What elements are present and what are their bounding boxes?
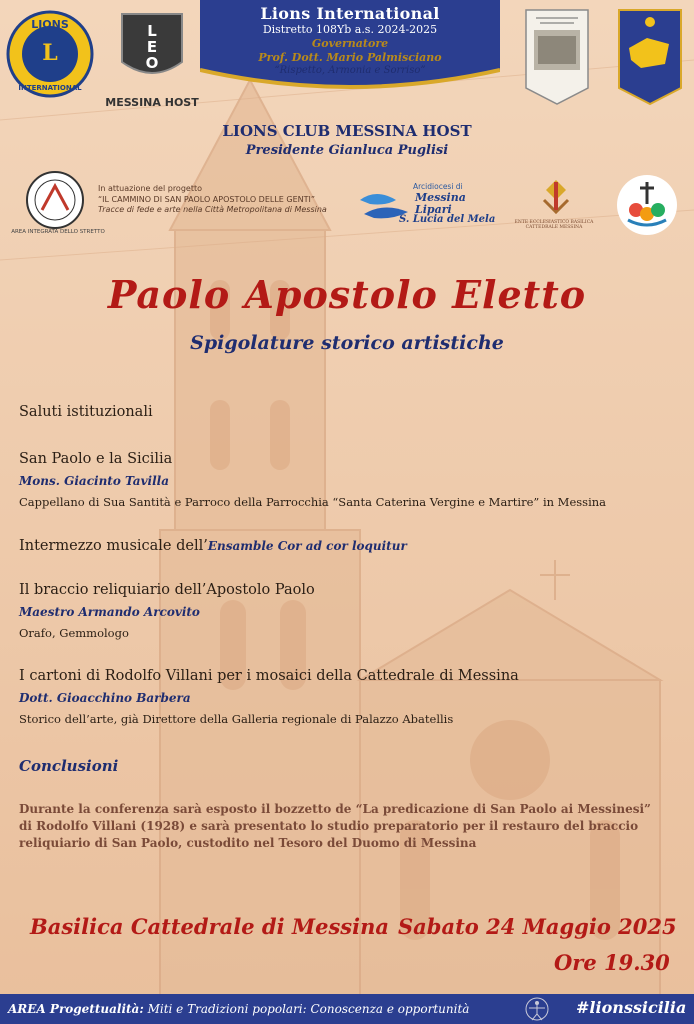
diocese-santa-lucia: S. Lucia del Mela [399, 214, 496, 225]
banner-title: Lions International [260, 4, 440, 23]
banner-governatore-label: Governatore [311, 37, 389, 50]
svg-text:INTERNATIONAL: INTERNATIONAL [18, 84, 82, 92]
event-subtitle: Spigolature storico artistiche [190, 332, 504, 354]
jubilee-pilgrims-logo [616, 174, 678, 236]
project-intro: In attuazione del progetto [98, 184, 202, 193]
intermezzo-ensemble: Ensamble Cor ad cor loquitur [207, 539, 407, 553]
program-item-2-speaker: Maestro Armando Arcovito [19, 605, 200, 619]
project-description [98, 184, 358, 216]
intermezzo-prefix: Intermezzo musicale dell’ [19, 538, 208, 554]
svg-text:E: E [146, 38, 158, 56]
note-line-1: Durante la conferenza sarà esposto il bozzetto de “La predicazione di San Paolo ai Messinesi” [19, 802, 651, 816]
program-item-3-speaker: Dott. Gioacchino Barbera [19, 691, 191, 705]
event-title: Paolo Apostolo Eletto [107, 272, 587, 317]
footer-area-text: Miti e Tradizioni popolari: Conoscenza e opportunità [143, 1002, 470, 1016]
program-item-1-role: Cappellano di Sua Santità e Parroco della Parrocchia “Santa Caterina Vergine e Martire” in Messina [19, 495, 607, 509]
leo-club-logo [116, 10, 188, 86]
event-venue: Basilica Cattedrale di Messina [30, 914, 389, 939]
program-item-1-title: San Paolo e la Sicilia [19, 451, 173, 467]
basilica-emblem-icon [538, 178, 574, 214]
club-name: LIONS CLUB MESSINA HOST [222, 122, 472, 140]
svg-text:L: L [147, 22, 157, 40]
club-pennant-image [524, 8, 590, 106]
banner-district: Distretto 108Yb a.s. 2024-2025 [262, 23, 438, 36]
saluti-istituzionali: Saluti istituzionali [19, 404, 153, 420]
footer-area [8, 1002, 469, 1016]
vitruvian-man-icon [524, 996, 550, 1022]
banner-text [200, 4, 500, 76]
leo-caption: MESSINA HOST [105, 96, 199, 109]
intermezzo [19, 538, 407, 554]
conclusioni: Conclusioni [19, 757, 119, 775]
basilica-caption: ENTE ECCLESIASTICO BASILICA CATTEDRALE MESSINA [514, 220, 594, 230]
note-line-2: di Rodolfo Villani (1928) e sarà presentato lo studio preparatorio per il restauro del braccio [19, 819, 639, 833]
diocese-lipari: Lipari [415, 203, 452, 216]
exhibition-note [19, 801, 689, 852]
program-item-2-title: Il braccio reliquiario dell’Apostolo Paolo [19, 582, 315, 598]
archeoclub-caption: AREA INTEGRATA DELLO STRETTO [11, 229, 105, 235]
program-item-1-speaker: Mons. Giacinto Tavilla [19, 474, 169, 488]
note-line-3: reliquiario di San Paolo, custodito nel Tesoro del Duomo di Messina [19, 836, 477, 850]
diocese-messina: Messina [415, 191, 466, 204]
svg-text:O: O [145, 54, 159, 72]
footer-hashtag: #lionssicilia [576, 998, 687, 1017]
district-pennant-image [617, 8, 683, 106]
event-time: Ore 19.30 [554, 950, 670, 975]
club-president: Presidente Gianluca Puglisi [245, 143, 449, 158]
archeoclub-logo [24, 170, 86, 230]
svg-text:LIONS: LIONS [31, 18, 69, 31]
svg-text:L: L [42, 40, 58, 66]
program-item-3-role: Storico dell’arte, già Direttore della Galleria regionale di Palazzo Abatellis [19, 712, 454, 726]
lions-international-logo [6, 10, 94, 98]
banner-motto: “Rispetto, Armonia e Sorriso” [274, 65, 426, 76]
footer-area-label: AREA Progettualità: [8, 1002, 144, 1016]
program-item-2-role: Orafo, Gemmologo [19, 626, 129, 640]
diocese-label: Arcidiocesi di [413, 182, 463, 191]
program-item-3-title: I cartoni di Rodolfo Villani per i mosaici della Cattedrale di Messina [19, 668, 519, 684]
project-name: “IL CAMMINO DI SAN PAOLO APOSTOLO DELLE GENTI” [98, 194, 316, 204]
project-tagline: Tracce di fede e arte nella Città Metropolitana di Messina [98, 205, 327, 214]
banner-governatore-name: Prof. Dott. Mario Palmisciano [258, 51, 442, 64]
event-date: Sabato 24 Maggio 2025 [398, 914, 677, 939]
